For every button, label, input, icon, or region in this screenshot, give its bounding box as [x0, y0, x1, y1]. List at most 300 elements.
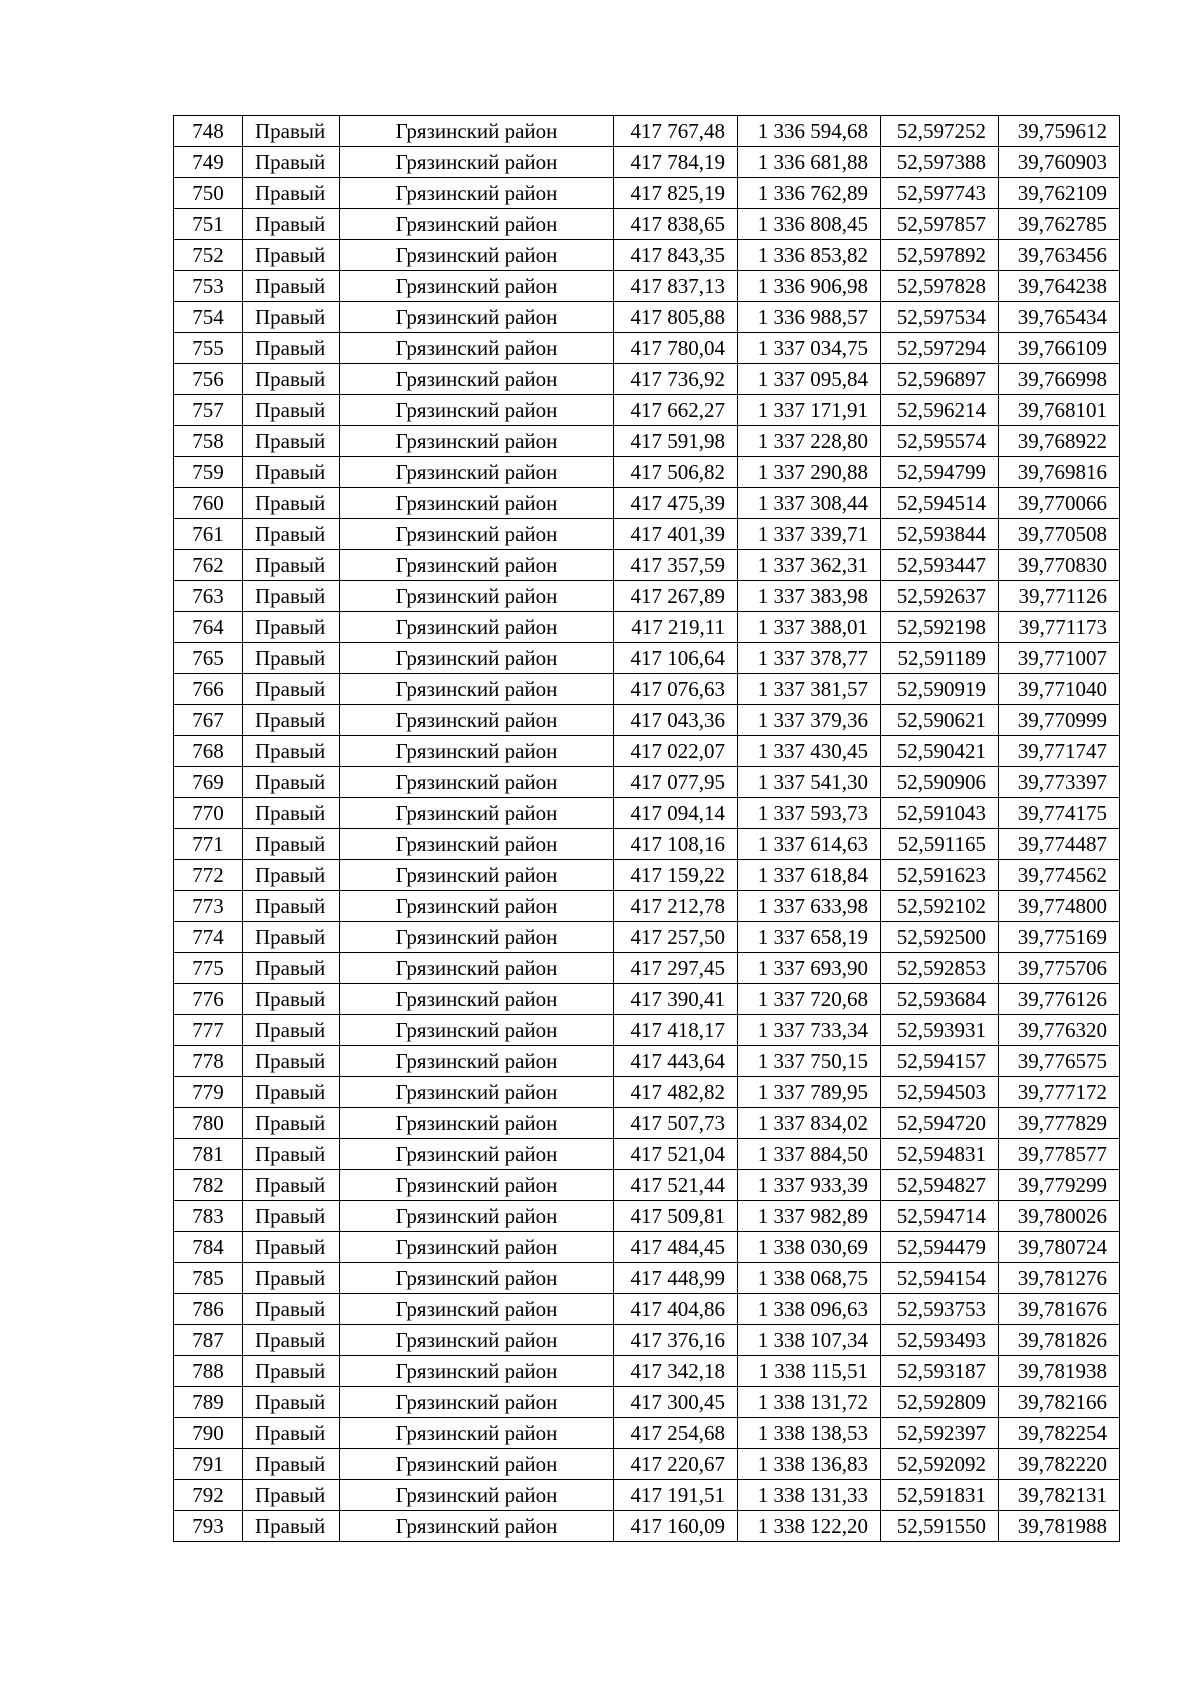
- latitude-cell: 52,594799: [881, 457, 999, 488]
- coord-y-cell: 1 338 096,63: [738, 1294, 881, 1325]
- longitude-cell: 39,782220: [999, 1449, 1120, 1480]
- coord-y-cell: 1 336 681,88: [738, 147, 881, 178]
- latitude-cell: 52,592092: [881, 1449, 999, 1480]
- coord-x-cell: 417 784,19: [614, 147, 738, 178]
- coord-y-cell: 1 337 693,90: [738, 953, 881, 984]
- coord-x-cell: 417 418,17: [614, 1015, 738, 1046]
- table-row: [174, 1232, 1120, 1263]
- district-cell: Грязинский район: [340, 581, 614, 612]
- coord-y-cell: 1 337 381,57: [738, 674, 881, 705]
- longitude-cell: 39,782166: [999, 1387, 1120, 1418]
- bank-side-cell: Правый: [243, 643, 340, 674]
- bank-side-cell: Правый: [243, 457, 340, 488]
- coord-x-cell: 417 837,13: [614, 271, 738, 302]
- latitude-cell: 52,591623: [881, 860, 999, 891]
- coord-x-cell: 417 106,64: [614, 643, 738, 674]
- table-row: [174, 860, 1120, 891]
- coord-x-cell: 417 404,86: [614, 1294, 738, 1325]
- bank-side-cell: Правый: [243, 1139, 340, 1170]
- latitude-cell: 52,594503: [881, 1077, 999, 1108]
- coord-y-cell: 1 338 115,51: [738, 1356, 881, 1387]
- coord-x-cell: 417 506,82: [614, 457, 738, 488]
- table-row: [174, 302, 1120, 333]
- point-number-cell: 757: [174, 395, 243, 426]
- point-number-cell: 756: [174, 364, 243, 395]
- table-row: [174, 333, 1120, 364]
- coord-x-cell: 417 300,45: [614, 1387, 738, 1418]
- latitude-cell: 52,597828: [881, 271, 999, 302]
- coord-y-cell: 1 336 808,45: [738, 209, 881, 240]
- longitude-cell: 39,771040: [999, 674, 1120, 705]
- point-number-cell: 790: [174, 1418, 243, 1449]
- table-row: [174, 674, 1120, 705]
- longitude-cell: 39,780026: [999, 1201, 1120, 1232]
- district-cell: Грязинский район: [340, 457, 614, 488]
- district-cell: Грязинский район: [340, 829, 614, 860]
- district-cell: Грязинский район: [340, 519, 614, 550]
- district-cell: Грязинский район: [340, 1139, 614, 1170]
- coord-y-cell: 1 337 834,02: [738, 1108, 881, 1139]
- table-row: [174, 209, 1120, 240]
- table-row: [174, 1511, 1120, 1542]
- coord-x-cell: 417 780,04: [614, 333, 738, 364]
- point-number-cell: 786: [174, 1294, 243, 1325]
- table-row: [174, 550, 1120, 581]
- longitude-cell: 39,776320: [999, 1015, 1120, 1046]
- latitude-cell: 52,593844: [881, 519, 999, 550]
- latitude-cell: 52,592102: [881, 891, 999, 922]
- table-row: [174, 271, 1120, 302]
- latitude-cell: 52,597743: [881, 178, 999, 209]
- point-number-cell: 775: [174, 953, 243, 984]
- latitude-cell: 52,592853: [881, 953, 999, 984]
- coord-x-cell: 417 043,36: [614, 705, 738, 736]
- district-cell: Грязинский район: [340, 147, 614, 178]
- bank-side-cell: Правый: [243, 1325, 340, 1356]
- latitude-cell: 52,594720: [881, 1108, 999, 1139]
- longitude-cell: 39,776126: [999, 984, 1120, 1015]
- latitude-cell: 52,594827: [881, 1170, 999, 1201]
- point-number-cell: 751: [174, 209, 243, 240]
- latitude-cell: 52,591550: [881, 1511, 999, 1542]
- longitude-cell: 39,779299: [999, 1170, 1120, 1201]
- district-cell: Грязинский район: [340, 1015, 614, 1046]
- coord-y-cell: 1 337 430,45: [738, 736, 881, 767]
- district-cell: Грязинский район: [340, 1201, 614, 1232]
- coord-y-cell: 1 337 308,44: [738, 488, 881, 519]
- coord-x-cell: 417 521,44: [614, 1170, 738, 1201]
- coord-y-cell: 1 336 906,98: [738, 271, 881, 302]
- coord-x-cell: 417 342,18: [614, 1356, 738, 1387]
- point-number-cell: 782: [174, 1170, 243, 1201]
- table-row: [174, 643, 1120, 674]
- table-row: [174, 1139, 1120, 1170]
- district-cell: Грязинский район: [340, 550, 614, 581]
- table-row: [174, 1418, 1120, 1449]
- district-cell: Грязинский район: [340, 302, 614, 333]
- point-number-cell: 792: [174, 1480, 243, 1511]
- latitude-cell: 52,590621: [881, 705, 999, 736]
- district-cell: Грязинский район: [340, 209, 614, 240]
- bank-side-cell: Правый: [243, 1015, 340, 1046]
- point-number-cell: 780: [174, 1108, 243, 1139]
- point-number-cell: 779: [174, 1077, 243, 1108]
- coord-x-cell: 417 390,41: [614, 984, 738, 1015]
- district-cell: Грязинский район: [340, 1418, 614, 1449]
- coord-y-cell: 1 337 982,89: [738, 1201, 881, 1232]
- latitude-cell: 52,593753: [881, 1294, 999, 1325]
- bank-side-cell: Правый: [243, 612, 340, 643]
- bank-side-cell: Правый: [243, 1449, 340, 1480]
- district-cell: Грязинский район: [340, 767, 614, 798]
- table-row: [174, 798, 1120, 829]
- latitude-cell: 52,590906: [881, 767, 999, 798]
- coord-x-cell: 417 254,68: [614, 1418, 738, 1449]
- point-number-cell: 789: [174, 1387, 243, 1418]
- longitude-cell: 39,771007: [999, 643, 1120, 674]
- table-row: [174, 116, 1120, 147]
- district-cell: Грязинский район: [340, 271, 614, 302]
- latitude-cell: 52,591831: [881, 1480, 999, 1511]
- latitude-cell: 52,592809: [881, 1387, 999, 1418]
- coord-y-cell: 1 336 988,57: [738, 302, 881, 333]
- bank-side-cell: Правый: [243, 891, 340, 922]
- bank-side-cell: Правый: [243, 953, 340, 984]
- latitude-cell: 52,593187: [881, 1356, 999, 1387]
- longitude-cell: 39,778577: [999, 1139, 1120, 1170]
- latitude-cell: 52,592198: [881, 612, 999, 643]
- district-cell: Грязинский район: [340, 612, 614, 643]
- point-number-cell: 748: [174, 116, 243, 147]
- table-row: [174, 457, 1120, 488]
- table-row: [174, 1263, 1120, 1294]
- coord-y-cell: 1 337 171,91: [738, 395, 881, 426]
- bank-side-cell: Правый: [243, 1511, 340, 1542]
- bank-side-cell: Правый: [243, 1170, 340, 1201]
- longitude-cell: 39,782254: [999, 1418, 1120, 1449]
- coord-y-cell: 1 337 379,36: [738, 705, 881, 736]
- district-cell: Грязинский район: [340, 1449, 614, 1480]
- longitude-cell: 39,770830: [999, 550, 1120, 581]
- coord-y-cell: 1 336 853,82: [738, 240, 881, 271]
- district-cell: Грязинский район: [340, 1511, 614, 1542]
- district-cell: Грязинский район: [340, 333, 614, 364]
- coord-x-cell: 417 160,09: [614, 1511, 738, 1542]
- bank-side-cell: Правый: [243, 705, 340, 736]
- point-number-cell: 785: [174, 1263, 243, 1294]
- coord-x-cell: 417 825,19: [614, 178, 738, 209]
- table-row: [174, 984, 1120, 1015]
- longitude-cell: 39,766998: [999, 364, 1120, 395]
- coord-x-cell: 417 507,73: [614, 1108, 738, 1139]
- coord-x-cell: 417 401,39: [614, 519, 738, 550]
- district-cell: Грязинский район: [340, 1387, 614, 1418]
- coord-y-cell: 1 337 378,77: [738, 643, 881, 674]
- bank-side-cell: Правый: [243, 364, 340, 395]
- district-cell: Грязинский район: [340, 860, 614, 891]
- coord-y-cell: 1 337 884,50: [738, 1139, 881, 1170]
- bank-side-cell: Правый: [243, 736, 340, 767]
- longitude-cell: 39,774800: [999, 891, 1120, 922]
- table-row: [174, 922, 1120, 953]
- district-cell: Грязинский район: [340, 1232, 614, 1263]
- point-number-cell: 788: [174, 1356, 243, 1387]
- table-row: [174, 1170, 1120, 1201]
- point-number-cell: 773: [174, 891, 243, 922]
- point-number-cell: 787: [174, 1325, 243, 1356]
- latitude-cell: 52,592397: [881, 1418, 999, 1449]
- point-number-cell: 770: [174, 798, 243, 829]
- longitude-cell: 39,781276: [999, 1263, 1120, 1294]
- district-cell: Грязинский район: [340, 798, 614, 829]
- latitude-cell: 52,594479: [881, 1232, 999, 1263]
- point-number-cell: 764: [174, 612, 243, 643]
- table-row: [174, 1108, 1120, 1139]
- coord-y-cell: 1 337 228,80: [738, 426, 881, 457]
- bank-side-cell: Правый: [243, 1232, 340, 1263]
- point-number-cell: 759: [174, 457, 243, 488]
- longitude-cell: 39,781938: [999, 1356, 1120, 1387]
- coord-y-cell: 1 337 095,84: [738, 364, 881, 395]
- coord-y-cell: 1 337 388,01: [738, 612, 881, 643]
- coord-x-cell: 417 448,99: [614, 1263, 738, 1294]
- coord-x-cell: 417 022,07: [614, 736, 738, 767]
- point-number-cell: 767: [174, 705, 243, 736]
- bank-side-cell: Правый: [243, 550, 340, 581]
- coord-x-cell: 417 077,95: [614, 767, 738, 798]
- district-cell: Грязинский район: [340, 1077, 614, 1108]
- table-row: [174, 612, 1120, 643]
- longitude-cell: 39,762109: [999, 178, 1120, 209]
- coord-x-cell: 417 094,14: [614, 798, 738, 829]
- latitude-cell: 52,597857: [881, 209, 999, 240]
- coord-x-cell: 417 297,45: [614, 953, 738, 984]
- coord-y-cell: 1 337 750,15: [738, 1046, 881, 1077]
- latitude-cell: 52,591043: [881, 798, 999, 829]
- bank-side-cell: Правый: [243, 519, 340, 550]
- bank-side-cell: Правый: [243, 829, 340, 860]
- coord-x-cell: 417 805,88: [614, 302, 738, 333]
- table-row: [174, 1480, 1120, 1511]
- longitude-cell: 39,774562: [999, 860, 1120, 891]
- table-row: [174, 829, 1120, 860]
- coord-y-cell: 1 338 030,69: [738, 1232, 881, 1263]
- point-number-cell: 761: [174, 519, 243, 550]
- table-row: [174, 1449, 1120, 1480]
- point-number-cell: 777: [174, 1015, 243, 1046]
- longitude-cell: 39,781988: [999, 1511, 1120, 1542]
- coord-y-cell: 1 337 618,84: [738, 860, 881, 891]
- district-cell: Грязинский район: [340, 922, 614, 953]
- coord-x-cell: 417 443,64: [614, 1046, 738, 1077]
- point-number-cell: 762: [174, 550, 243, 581]
- district-cell: Грязинский район: [340, 984, 614, 1015]
- latitude-cell: 52,593493: [881, 1325, 999, 1356]
- district-cell: Грязинский район: [340, 240, 614, 271]
- point-number-cell: 781: [174, 1139, 243, 1170]
- point-number-cell: 765: [174, 643, 243, 674]
- table-row: [174, 1356, 1120, 1387]
- point-number-cell: 783: [174, 1201, 243, 1232]
- point-number-cell: 749: [174, 147, 243, 178]
- coord-y-cell: 1 337 658,19: [738, 922, 881, 953]
- point-number-cell: 760: [174, 488, 243, 519]
- longitude-cell: 39,774487: [999, 829, 1120, 860]
- coord-y-cell: 1 337 362,31: [738, 550, 881, 581]
- coord-y-cell: 1 338 131,33: [738, 1480, 881, 1511]
- coord-y-cell: 1 338 131,72: [738, 1387, 881, 1418]
- bank-side-cell: Правый: [243, 116, 340, 147]
- latitude-cell: 52,596214: [881, 395, 999, 426]
- bank-side-cell: Правый: [243, 333, 340, 364]
- coord-y-cell: 1 338 136,83: [738, 1449, 881, 1480]
- coord-x-cell: 417 482,82: [614, 1077, 738, 1108]
- coord-y-cell: 1 337 339,71: [738, 519, 881, 550]
- latitude-cell: 52,592500: [881, 922, 999, 953]
- coord-y-cell: 1 337 733,34: [738, 1015, 881, 1046]
- coord-y-cell: 1 336 594,68: [738, 116, 881, 147]
- coord-x-cell: 417 376,16: [614, 1325, 738, 1356]
- point-number-cell: 772: [174, 860, 243, 891]
- longitude-cell: 39,773397: [999, 767, 1120, 798]
- longitude-cell: 39,774175: [999, 798, 1120, 829]
- point-number-cell: 791: [174, 1449, 243, 1480]
- point-number-cell: 754: [174, 302, 243, 333]
- district-cell: Грязинский район: [340, 488, 614, 519]
- district-cell: Грязинский район: [340, 1325, 614, 1356]
- coord-x-cell: 417 736,92: [614, 364, 738, 395]
- table-row: [174, 395, 1120, 426]
- latitude-cell: 52,591189: [881, 643, 999, 674]
- district-cell: Грязинский район: [340, 1263, 614, 1294]
- bank-side-cell: Правый: [243, 1077, 340, 1108]
- latitude-cell: 52,594514: [881, 488, 999, 519]
- longitude-cell: 39,771747: [999, 736, 1120, 767]
- coord-y-cell: 1 337 614,63: [738, 829, 881, 860]
- bank-side-cell: Правый: [243, 426, 340, 457]
- coord-y-cell: 1 337 541,30: [738, 767, 881, 798]
- coord-y-cell: 1 338 107,34: [738, 1325, 881, 1356]
- longitude-cell: 39,771126: [999, 581, 1120, 612]
- district-cell: Грязинский район: [340, 643, 614, 674]
- bank-side-cell: Правый: [243, 178, 340, 209]
- latitude-cell: 52,597534: [881, 302, 999, 333]
- coord-x-cell: 417 357,59: [614, 550, 738, 581]
- latitude-cell: 52,594714: [881, 1201, 999, 1232]
- coord-x-cell: 417 509,81: [614, 1201, 738, 1232]
- coord-x-cell: 417 838,65: [614, 209, 738, 240]
- longitude-cell: 39,781826: [999, 1325, 1120, 1356]
- district-cell: Грязинский район: [340, 1170, 614, 1201]
- point-number-cell: 778: [174, 1046, 243, 1077]
- bank-side-cell: Правый: [243, 147, 340, 178]
- table-row: [174, 488, 1120, 519]
- longitude-cell: 39,765434: [999, 302, 1120, 333]
- district-cell: Грязинский район: [340, 1480, 614, 1511]
- coord-y-cell: 1 337 789,95: [738, 1077, 881, 1108]
- point-number-cell: 768: [174, 736, 243, 767]
- latitude-cell: 52,594154: [881, 1263, 999, 1294]
- bank-side-cell: Правый: [243, 581, 340, 612]
- bank-side-cell: Правый: [243, 302, 340, 333]
- longitude-cell: 39,760903: [999, 147, 1120, 178]
- bank-side-cell: Правый: [243, 1387, 340, 1418]
- coord-x-cell: 417 843,35: [614, 240, 738, 271]
- longitude-cell: 39,777829: [999, 1108, 1120, 1139]
- latitude-cell: 52,592637: [881, 581, 999, 612]
- longitude-cell: 39,776575: [999, 1046, 1120, 1077]
- coord-y-cell: 1 337 383,98: [738, 581, 881, 612]
- bank-side-cell: Правый: [243, 1046, 340, 1077]
- coord-y-cell: 1 337 633,98: [738, 891, 881, 922]
- coord-y-cell: 1 338 122,20: [738, 1511, 881, 1542]
- point-number-cell: 750: [174, 178, 243, 209]
- point-number-cell: 758: [174, 426, 243, 457]
- coord-x-cell: 417 220,67: [614, 1449, 738, 1480]
- coord-x-cell: 417 267,89: [614, 581, 738, 612]
- longitude-cell: 39,775706: [999, 953, 1120, 984]
- latitude-cell: 52,597892: [881, 240, 999, 271]
- bank-side-cell: Правый: [243, 1108, 340, 1139]
- longitude-cell: 39,763456: [999, 240, 1120, 271]
- coord-y-cell: 1 337 290,88: [738, 457, 881, 488]
- table-row: [174, 147, 1120, 178]
- coord-y-cell: 1 337 933,39: [738, 1170, 881, 1201]
- bank-side-cell: Правый: [243, 209, 340, 240]
- latitude-cell: 52,594157: [881, 1046, 999, 1077]
- bank-side-cell: Правый: [243, 674, 340, 705]
- coord-y-cell: 1 336 762,89: [738, 178, 881, 209]
- longitude-cell: 39,770066: [999, 488, 1120, 519]
- coord-y-cell: 1 337 720,68: [738, 984, 881, 1015]
- longitude-cell: 39,770999: [999, 705, 1120, 736]
- coord-x-cell: 417 159,22: [614, 860, 738, 891]
- bank-side-cell: Правый: [243, 1294, 340, 1325]
- bank-side-cell: Правый: [243, 798, 340, 829]
- table-row: [174, 1015, 1120, 1046]
- bank-side-cell: Правый: [243, 271, 340, 302]
- point-number-cell: 774: [174, 922, 243, 953]
- point-number-cell: 753: [174, 271, 243, 302]
- longitude-cell: 39,780724: [999, 1232, 1120, 1263]
- latitude-cell: 52,596897: [881, 364, 999, 395]
- table-row: [174, 364, 1120, 395]
- table-row: [174, 581, 1120, 612]
- coord-x-cell: 417 475,39: [614, 488, 738, 519]
- latitude-cell: 52,593684: [881, 984, 999, 1015]
- district-cell: Грязинский район: [340, 426, 614, 457]
- district-cell: Грязинский район: [340, 1294, 614, 1325]
- point-number-cell: 763: [174, 581, 243, 612]
- longitude-cell: 39,768101: [999, 395, 1120, 426]
- coord-x-cell: 417 108,16: [614, 829, 738, 860]
- longitude-cell: 39,781676: [999, 1294, 1120, 1325]
- table-row: [174, 426, 1120, 457]
- table-body: [174, 116, 1120, 1542]
- bank-side-cell: Правый: [243, 1480, 340, 1511]
- bank-side-cell: Правый: [243, 984, 340, 1015]
- bank-side-cell: Правый: [243, 1418, 340, 1449]
- point-number-cell: 755: [174, 333, 243, 364]
- latitude-cell: 52,597388: [881, 147, 999, 178]
- point-number-cell: 769: [174, 767, 243, 798]
- coord-x-cell: 417 484,45: [614, 1232, 738, 1263]
- bank-side-cell: Правый: [243, 922, 340, 953]
- longitude-cell: 39,762785: [999, 209, 1120, 240]
- table-row: [174, 1046, 1120, 1077]
- coord-y-cell: 1 338 068,75: [738, 1263, 881, 1294]
- longitude-cell: 39,771173: [999, 612, 1120, 643]
